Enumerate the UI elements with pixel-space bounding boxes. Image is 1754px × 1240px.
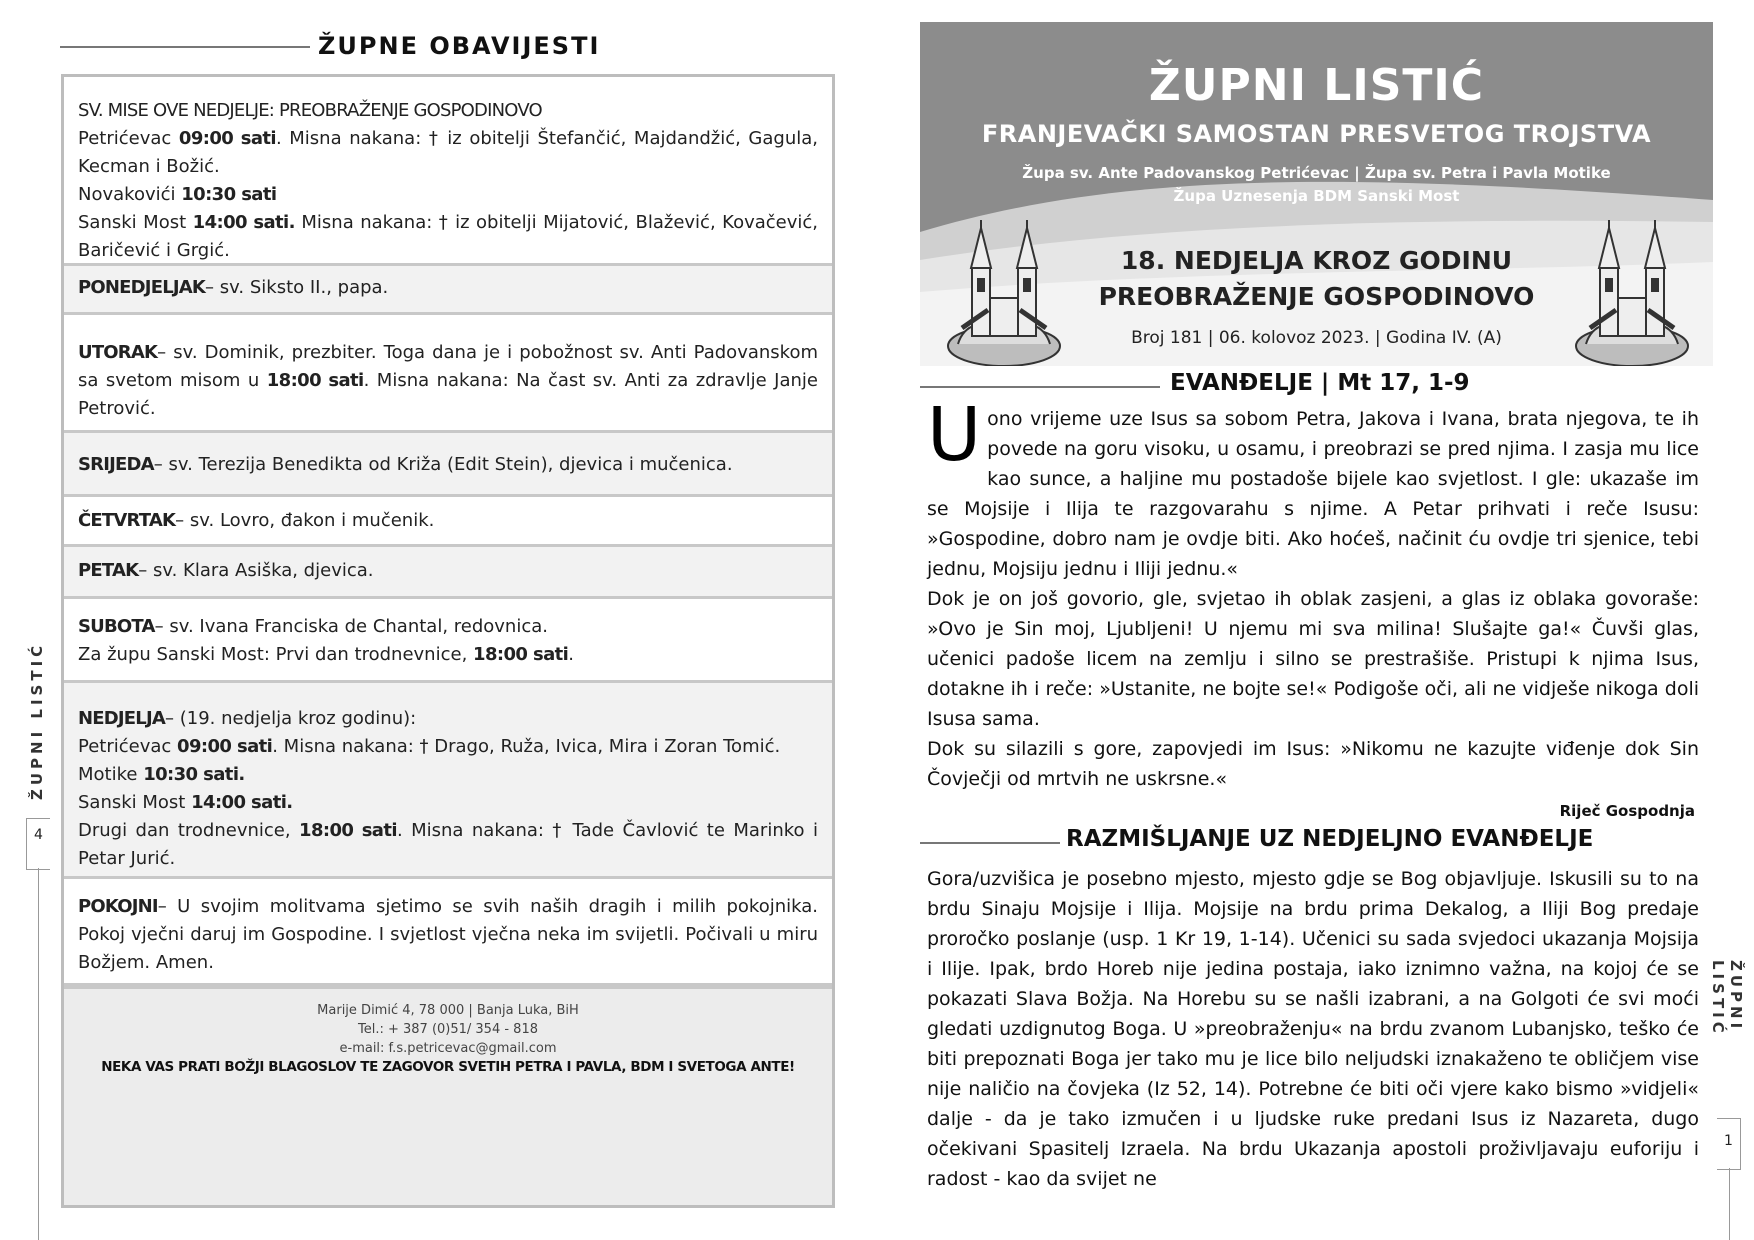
gospel-paragraph-2: Dok je on još govorio, gle, svjetao ih oblak zasjeni, a glas iz oblaka govoraše: »Ovo je Sin moj, Ljubljeni! U njemu mi sva milina! Slušajte ga!« Čuvši glas, učenici padoše licem na zemlju i silno se prestrašiše. Pristupi k njima Isus, dotakne ih i reče: »Ustanite, ne bojte se!« Podigoše oči, ali ne vidješe nikoga doli Isusa sama. bbox=[927, 588, 1699, 730]
thursday-label: ČETVRTAK bbox=[78, 510, 176, 531]
gospel-closing: Riječ Gospodnja bbox=[1559, 802, 1695, 820]
monday-section bbox=[64, 266, 832, 315]
right-side-label: ŽUPNI LISTIĆ bbox=[1709, 960, 1745, 1037]
contact-address: Marije Dimić 4, 78 000 | Banja Luka, BiH bbox=[317, 1003, 579, 1018]
right-side-rail bbox=[1709, 960, 1747, 1240]
announcements-title-row bbox=[60, 32, 840, 64]
reflection-heading: RAZMIŠLJANJE UZ NEDJELJNO EVANĐELJE bbox=[1066, 826, 1594, 852]
wednesday-text: – sv. Terezija Benedikta od Križa (Edit Stein), djevica i mučenica. bbox=[153, 454, 733, 475]
right-rail-line bbox=[1729, 1168, 1730, 1240]
parishes-line-2: Župa Uznesenja BDM Sanski Most bbox=[1173, 187, 1460, 205]
left-side-rail bbox=[26, 640, 56, 1240]
masses-line-2: Novakovići 10:30 sati bbox=[78, 184, 277, 205]
saturday-text: – sv. Ivana Franciska de Chantal, redovnica. bbox=[154, 616, 548, 637]
announcements-title: ŽUPNE OBAVIJESTI bbox=[318, 32, 601, 60]
wednesday-section bbox=[64, 433, 832, 497]
sunday-text: – (19. nedjelja kroz godinu): bbox=[165, 708, 417, 729]
thursday-section bbox=[64, 497, 832, 547]
left-rail-line bbox=[38, 868, 39, 1240]
right-page-number: 1 bbox=[1717, 1118, 1741, 1170]
left-side-label: ŽUPNI LISTIĆ bbox=[28, 641, 46, 800]
tuesday-section: UTORAK– sv. Dominik, prezbiter. Toga dana je i pobožnost sv. Anti Padovanskom sa svetom misom u 18:00 sati. Misna nakana: Na čast sv. Anti za zdravlje Janje Petrović. bbox=[64, 315, 832, 433]
masses-heading: SV. MISE OVE NEDJELJE: PREOBRAŽENJE GOSPODINOVO bbox=[78, 100, 542, 121]
contact-footer bbox=[64, 986, 832, 1205]
friday-label: PETAK bbox=[78, 560, 139, 581]
sunday-label: NEDJELJA bbox=[78, 708, 165, 729]
friday-text: – sv. Klara Asiška, djevica. bbox=[138, 560, 374, 581]
tuesday-label: UTORAK bbox=[78, 342, 158, 363]
parishes-line-1: Župa sv. Ante Padovanskog Petrićevac | Župa sv. Petra i Pavla Motike bbox=[1022, 164, 1611, 182]
gospel-paragraph-1: Uono vrijeme uze Isus sa sobom Petra, Jakova i Ivana, brata njegova, te ih povede na goru visoku, u osamu, i preobrazi se pred njima. I zasja mu lice kao sunce, a haljine mu postadoše bijele kao svjetlost. I gle: ukazaše im se Mojsije i Ilija te razgovarahu s njime. A Petar prihvati i reče Isusu: »Gospodine, dobro nam je ovdje biti. Ako hoćeš, načinit ću ovdje tri sjenice, tebi jednu, Mojsiju jednu i Iliji jednu.« bbox=[927, 392, 1699, 580]
monday-text: – sv. Siksto II., papa. bbox=[205, 277, 389, 298]
reflection-heading-row bbox=[920, 826, 1710, 858]
masses-line-1: Petrićevac 09:00 sati. Misna nakana: † iz obitelji Štefančić, Majdandžić, Gagula, Kecman i Božić. bbox=[78, 128, 818, 177]
gospel-dropcap: U bbox=[927, 392, 982, 478]
gospel-heading: EVANĐELJE | Mt 17, 1-9 bbox=[1170, 370, 1470, 396]
sunday-line-1: Petrićevac 09:00 sati. Misna nakana: † Drago, Ruža, Ivica, Mira i Zoran Tomić. bbox=[78, 736, 781, 757]
right-page bbox=[877, 0, 1754, 1240]
church-logo-left-icon bbox=[944, 218, 1064, 366]
reflection-heading-rule bbox=[920, 842, 1060, 844]
gospel-heading-row bbox=[920, 370, 1710, 402]
friday-section bbox=[64, 547, 832, 599]
sunday-line-3: Sanski Most 14:00 sati. bbox=[78, 792, 293, 813]
gospel-heading-rule bbox=[920, 386, 1160, 388]
thursday-text: – sv. Lovro, đakon i mučenik. bbox=[175, 510, 435, 531]
bulletin-title: ŽUPNI LISTIĆ bbox=[1148, 60, 1485, 111]
gospel-text bbox=[927, 392, 1699, 794]
reflection-text: Gora/uzvišica je posebno mjesto, mjesto gdje se Bog objavljuje. Iskusili su to na brdu Sinaju Mojsije i Ilija. Mojsije na brdu prima Dekalog, a Iliji Bog predaje proročko poslanje (usp. 1 Kr 19, 1-14). Učenici su sada svjedoci ukazanja Mojsija i Ilije. Ipak, brdo Horeb nije jedina postaja, iako iznimno važna, na kojoj će se pokazati Slava Božja. Na Horebu su se našli izabrani, a na Golgoti će svi moći gledati uzdignutog Boga. U »preobraženju« na brdu zvanom Lubanjsko, teško će biti prepoznati Boga jer tako mu je lice bilo neljudski iznakaženo te obličjem vise nije naličio na čovjeka (Iz 52, 14). Potrebne će biti oči vjere kako bismo »vidjeli« dalje - da je tako izmučen i u ljudske ruke predani Isus iz Nazareta, dugo očekivani Spasitelj Izraela. Na brdu Ukazanja apostoli proživljavaju euforiju i radost - kao da svijet ne bbox=[927, 868, 1699, 1190]
masses-section bbox=[64, 77, 832, 266]
masses-line-3: Sanski Most 14:00 sati. Misna nakana: † iz obitelji Mijatović, Blažević, Kovačević, Baričević i Grgić. bbox=[78, 212, 819, 261]
sunday-title-2: PREOBRAŽENJE GOSPODINOVO bbox=[1098, 282, 1535, 311]
issue-info: Broj 181 | 06. kolovoz 2023. | Godina IV. (A) bbox=[1131, 328, 1502, 348]
masthead-banner bbox=[920, 22, 1713, 366]
deceased-section bbox=[64, 879, 832, 986]
gospel-paragraph-3: Dok su silazili s gore, zapovjedi im Isus: »Nikomu ne kazujte viđenje dok Sin Čovječji od mrtvih ne uskrsne.« bbox=[927, 738, 1699, 790]
left-page-number: 4 bbox=[26, 818, 50, 870]
saturday-label: SUBOTA bbox=[78, 616, 155, 637]
title-rule bbox=[60, 46, 310, 48]
contact-email: e-mail: f.s.petricevac@gmail.com bbox=[339, 1041, 557, 1056]
sunday-section bbox=[64, 683, 832, 879]
sunday-line-2: Motike 10:30 sati. bbox=[78, 764, 245, 785]
announcements-box bbox=[61, 74, 835, 1208]
blessing-line: NEKA VAS PRATI BOŽJI BLAGOSLOV TE ZAGOVOR SVETIH PETRA I PAVLA, BDM I SVETOGA ANTE! bbox=[101, 1059, 795, 1075]
contact-phone: Tel.: + 387 (0)51/ 354 - 818 bbox=[357, 1022, 538, 1037]
sunday-title-1: 18. NEDJELJA KROZ GODINU bbox=[1120, 246, 1513, 275]
bulletin-subtitle: FRANJEVAČKI SAMOSTAN PRESVETOG TROJSTVA bbox=[981, 120, 1652, 148]
monday-label: PONEDJELJAK bbox=[78, 277, 206, 298]
saturday-section bbox=[64, 599, 832, 683]
wednesday-label: SRIJEDA bbox=[78, 454, 154, 475]
deceased-label: POKOJNI bbox=[78, 896, 158, 917]
deceased-text: – U svojim molitvama sjetimo se svih naših dragih i milih pokojnika. Pokoj vječni daruj im Gospodine. I svjetlost vječna neka im svijetli. Počivali u miru Božjem. Amen. bbox=[78, 896, 818, 973]
sunday-line-4: Drugi dan trodnevnice, 18:00 sati. Misna nakana: † Tade Čavlović te Marinko i Petar Jurić. bbox=[78, 820, 818, 869]
saturday-line-2: Za župu Sanski Most: Prvi dan trodnevnice, 18:00 sati. bbox=[78, 644, 574, 665]
church-logo-right-icon bbox=[1572, 218, 1692, 366]
